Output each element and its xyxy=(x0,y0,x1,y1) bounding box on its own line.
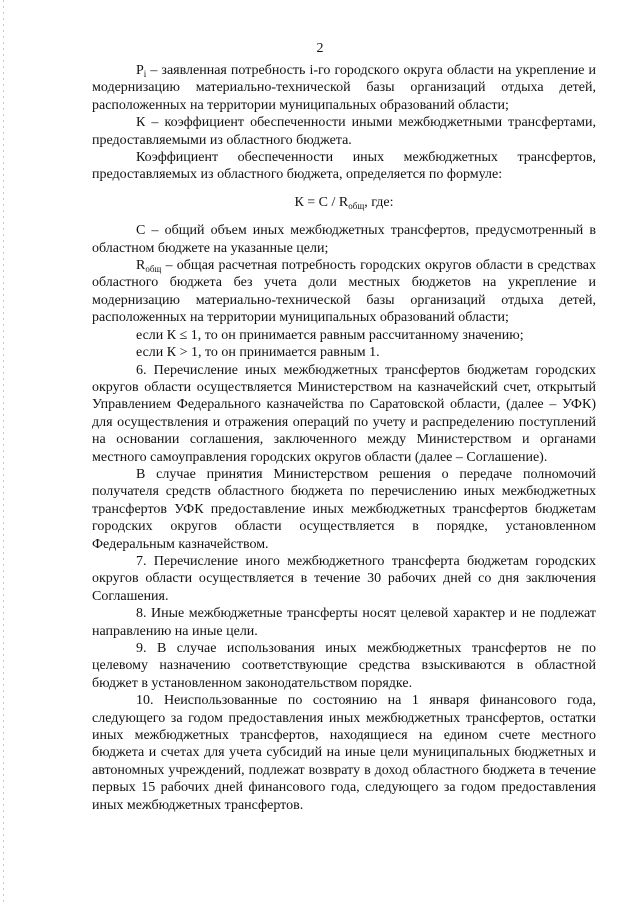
symbol-r-subscript: общ xyxy=(145,264,162,275)
definition-pi-text: – заявленная потребность i-го городского округа области на укрепление и модернизацию материально-технической базы организаций отдыха детей, расположенных на территории муниципальных образований области; xyxy=(92,63,596,113)
definition-c: С – общий объем иных межбюджетных трансфертов, предусмотренный в областном бюджете на указанные цели; xyxy=(92,223,596,256)
page-number: 2 xyxy=(316,41,324,56)
formula-subscript: общ xyxy=(348,200,365,211)
document-body xyxy=(92,62,596,814)
paragraph-6: 6. Перечисление иных межбюджетных трансфертов бюджетам городских округов области осуществляется Министерством на казначейский счет, открытый Управлением Федерального казначейства по Саратовской области, (далее – УФК) для осуществления и отражения операций по учету и распределению поступлений на основании соглашения, заключенного между Министерством и органами местного самоуправления городских округов области (далее – Соглашение). xyxy=(92,362,596,465)
symbol-p-subscript: i xyxy=(143,69,147,79)
formula xyxy=(92,194,596,211)
paragraph-8: 8. Иные межбюджетные трансферты носят целевой характер и не подлежат направлению на иные цели. xyxy=(92,606,596,639)
definition-k: К – коэффициент обеспеченности иными межбюджетными трансфертами, предоставляемыми из областного бюджета. xyxy=(92,115,596,148)
paragraph-10: 10. Неиспользованные по состоянию на 1 января финансового года, следующего за годом предоставления иных межбюджетных трансфертов, остатки иных межбюджетных трансфертов, находящиеся на едином счете местного бюджета и счетах для учета субсидий на иные цели муниципальных бюджетных и автономных учреждений, подлежат возврату в доход областного бюджета в течение первых 15 рабочих дней финансового года, следующего за годом предоставления иных межбюджетных трансфертов. xyxy=(92,693,596,813)
paragraph-6-case: В случае принятия Министерством решения о передаче полномочий получателя средств областного бюджета по перечислению иных межбюджетных трансфертов УФК предоставление иных межбюджетных трансфертов бюджетам городских округов области осуществляется в порядке, установленном Федеральным казначейством. xyxy=(92,466,596,552)
condition-k-gt-1: если К > 1, то он принимается равным 1. xyxy=(136,345,380,361)
formula-rhs: , где: xyxy=(364,194,394,210)
definition-r-text: – общая расчетная потребность городских округов области в средствах областного бюджета без учета доли местных бюджетов на укрепление и модернизацию материально-технической базы организаций отдыха детей, расположенных на территории муниципальных образований области; xyxy=(92,258,596,326)
condition-k-le-1: если К ≤ 1, то он принимается равным рассчитанному значению; xyxy=(136,327,524,343)
formula-lhs: К = С / R xyxy=(294,194,349,210)
definition-r xyxy=(92,257,596,327)
definition-pi xyxy=(92,62,596,114)
paragraph-7: 7. Перечисление иного межбюджетного трансферта бюджетам городских округов области осуществляется в течение 30 рабочих дней со дня заключения Соглашения. xyxy=(92,553,596,604)
symbol-r: R xyxy=(136,258,146,274)
symbol-p: P xyxy=(136,63,144,78)
paragraph-9: 9. В случае использования иных межбюджетных трансфертов не по целевому назначению соответствующие средства взыскиваются в областной бюджет в установленном законодательством порядке. xyxy=(92,641,596,691)
page-edge-line xyxy=(3,0,4,905)
formula-intro: Коэффициент обеспеченности иных межбюджетных трансфертов, предоставляемых из областного бюджета, определяется по формуле: xyxy=(92,150,596,183)
